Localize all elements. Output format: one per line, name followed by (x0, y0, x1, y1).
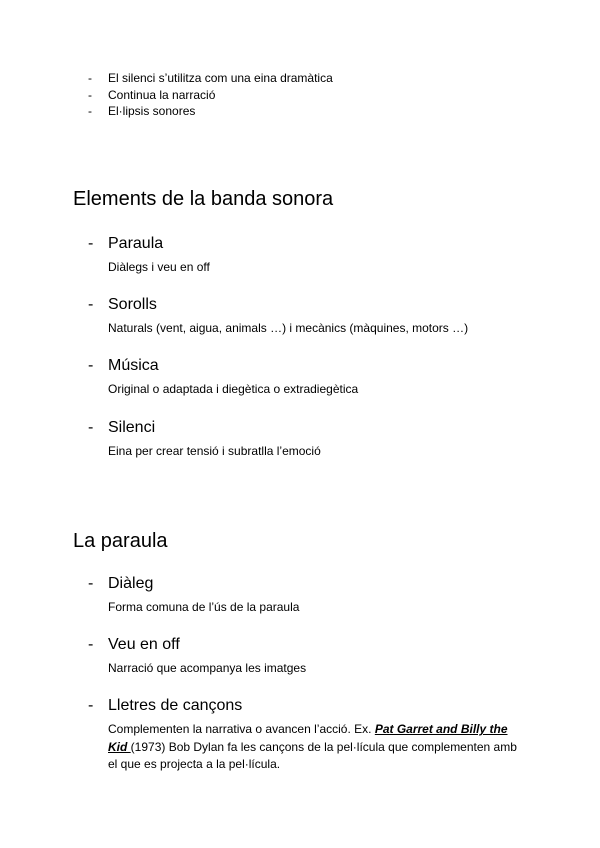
item-description: Forma comuna de l’ús de la paraula (108, 600, 300, 614)
item-description: Diàlegs i veu en off (108, 260, 210, 274)
film-title: Pat Garret and Billy the Kid (108, 722, 508, 754)
bullet-dash: - (88, 697, 94, 714)
description-text: (1973) Bob Dylan fa les cançons de la pel·lícula que complementen amb el que es projecta a la pel·lícula. (108, 739, 517, 771)
list-item-text: El·lipsis sonores (108, 104, 196, 118)
section-heading-la-paraula: La paraula (73, 530, 168, 552)
item-title-text: Música (108, 357, 159, 374)
bullet-dash: - (88, 419, 94, 436)
list-item-paraula (88, 234, 528, 277)
list-item-dialeg (88, 574, 528, 617)
bullet-dash: - (88, 575, 94, 592)
section-heading-elements: Elements de la banda sonora (73, 188, 334, 210)
list-item (88, 70, 333, 87)
bullet-dash: - (88, 87, 92, 102)
item-title-text: Lletres de cançons (108, 697, 243, 714)
bullet-dash: - (88, 71, 92, 85)
bullet-dash: - (88, 357, 94, 374)
item-title-text: Silenci (108, 419, 156, 436)
item-title (88, 295, 528, 315)
item-description: Narració que acompanya les imatges (108, 661, 307, 675)
item-title-text: Veu en off (108, 636, 180, 653)
item-title (88, 696, 528, 716)
item-title (88, 234, 528, 254)
intro-bullet-list (88, 70, 333, 120)
item-title (88, 418, 528, 438)
bullet-dash: - (88, 104, 92, 118)
bullet-dash: - (88, 636, 94, 653)
item-description: Eina per crear tensió i subratlla l’emoció (108, 444, 321, 458)
list-item-lletres-de-cancons (88, 696, 528, 774)
item-title (88, 635, 528, 655)
item-title-text: Paraula (108, 235, 164, 252)
list-item-veu-en-off (88, 635, 528, 678)
list-item-sorolls (88, 295, 528, 338)
list-item-text: El silenci s’utilitza com una eina dramàtica (108, 71, 333, 85)
list-item-musica (88, 356, 528, 399)
item-title-text: Sorolls (108, 296, 157, 313)
item-title-text: Diàleg (108, 575, 154, 592)
item-description (108, 721, 528, 774)
list-item (88, 103, 333, 120)
list-item-silenci (88, 418, 528, 461)
item-description: Original o adaptada i diegètica o extradiegètica (108, 382, 359, 396)
item-title (88, 574, 528, 594)
list-item (88, 87, 333, 104)
item-title (88, 356, 528, 376)
bullet-dash: - (88, 235, 94, 252)
item-description: Naturals (vent, aigua, animals …) i mecànics (màquines, motors …) (108, 321, 469, 335)
list-item-text: Continua la narració (108, 87, 216, 102)
bullet-dash: - (88, 296, 94, 313)
description-text: Complementen la narrativa o avancen l’acció. Ex. (108, 722, 375, 736)
